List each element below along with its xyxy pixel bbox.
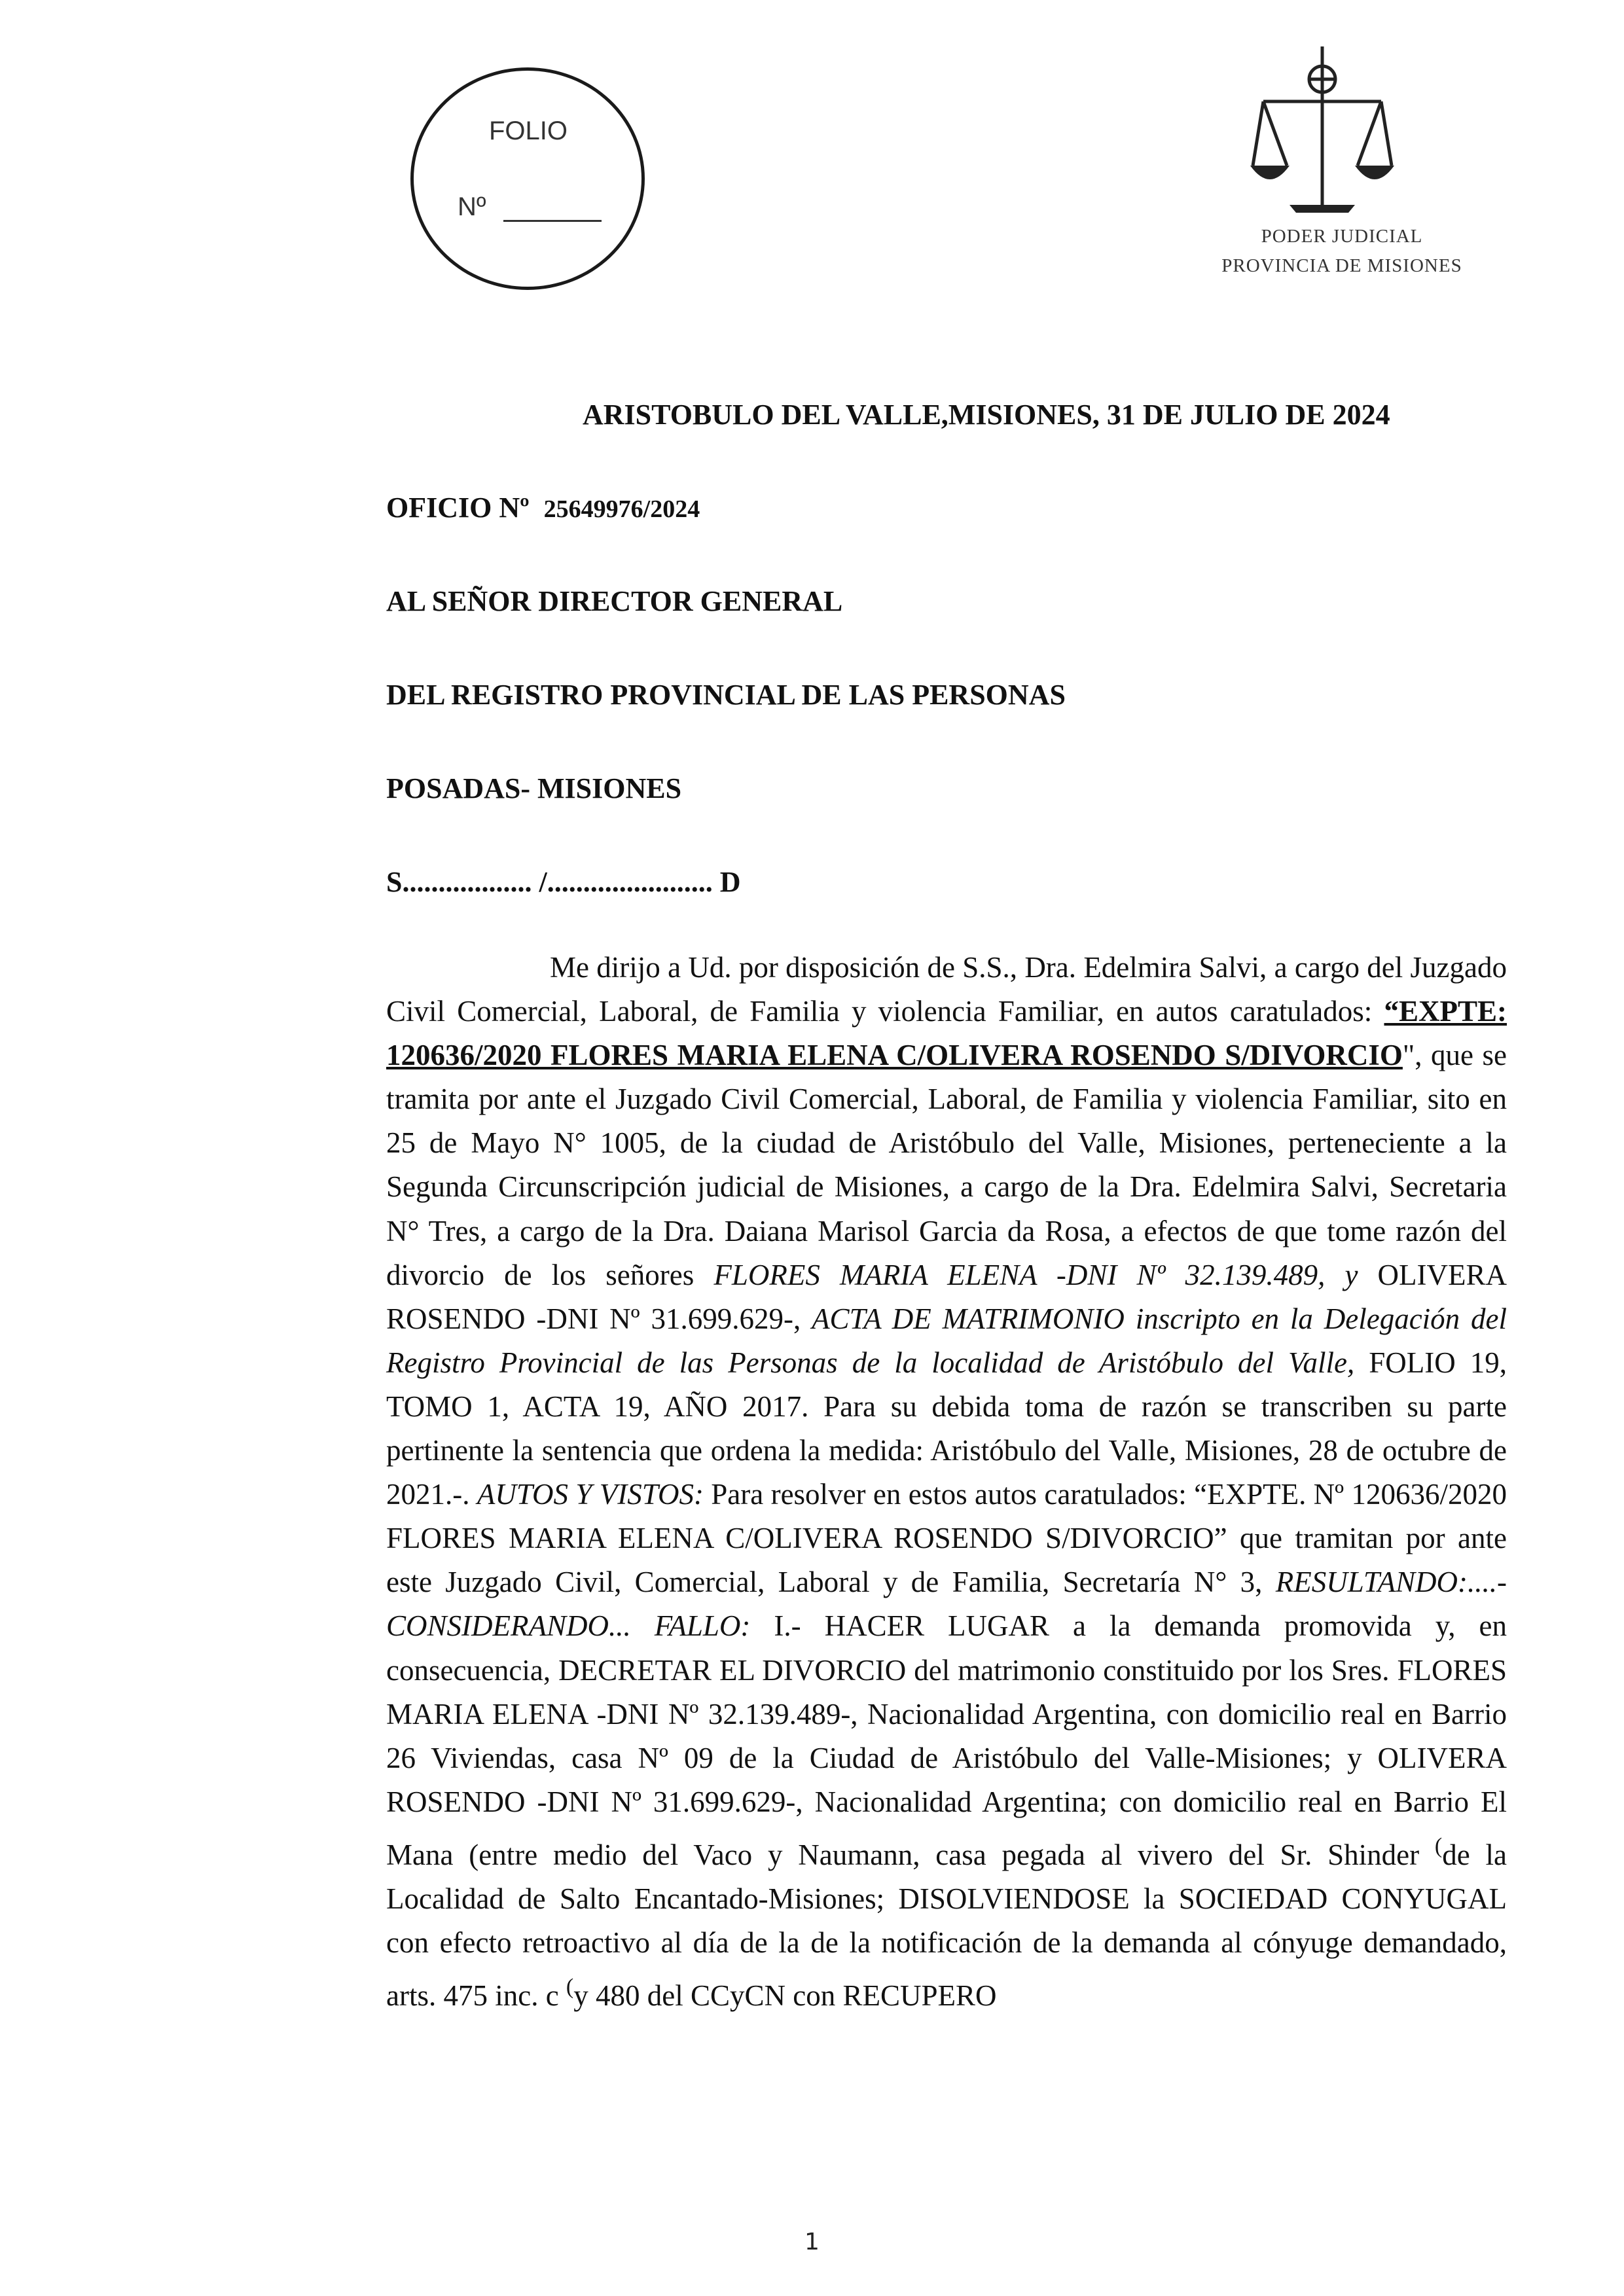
folio-number-line xyxy=(503,220,602,222)
folio-number-label: Nº xyxy=(458,192,486,221)
ruling-text: I.- HACER LUGAR a la demanda promovida y, en consecuencia, DECRETAR EL DIVORCIO del matrimonio constituido por los Sres. FLORES MARIA ELENA -DNI Nº 32.139.489-, Nacionalidad Argentina, con domicilio real en Barrio 26 Viviendas, casa Nº 09 de la Ciudad de Aristóbulo del Valle-Misiones; y OLIVERA ROSENDO -DNI Nº 31.699.629-, Nacionalidad Argentina; con domicilio real en Barrio El Mana (entre medio del Vaco y Naumann, casa pegada al vivero del Sr. Shinder xyxy=(386,1609,1507,1871)
body-court-details: ", que se tramita por ante el Juzgado Civil Comercial, Laboral, de Familia y violencia Familiar, sito en 25 de Mayo N° 1005, de la ciudad de Aristóbulo del Valle, Misiones, perteneciente a la Segunda Circunscripción judicial de Misiones, a cargo de la Dra. Edelmira Salvi, Secretaria N° Tres, a cargo de la Dra. Daiana Marisol Garcia da Rosa, a efectos de que tome razón del divorcio de los señores xyxy=(386,1039,1507,1291)
ruling-text-end: y 480 del CCyCN con RECUPERO xyxy=(573,1979,997,2013)
oficio-number: 25649976/2024 xyxy=(543,495,700,523)
letter-body xyxy=(386,946,1507,2018)
scales-of-justice-icon xyxy=(1250,41,1394,238)
page-number: 1 xyxy=(804,2229,820,2255)
folio-label: FOLIO xyxy=(489,117,568,145)
recipient-line-1: AL SEÑOR DIRECTOR GENERAL xyxy=(386,585,843,617)
emblem-line-2: PROVINCIA DE MISIONES xyxy=(1221,255,1462,276)
case-title: “EXPTE: 120636/2020 FLORES MARIA ELENA C/OLIVERA ROSENDO S/DIVORCIO xyxy=(386,995,1507,1072)
recipient-line-2: DEL REGISTRO PROVINCIAL DE LAS PERSONAS xyxy=(386,679,1066,711)
body-paragraph xyxy=(386,946,1507,2018)
place-and-date: ARISTOBULO DEL VALLE,MISIONES, 31 DE JULIO DE 2024 xyxy=(583,399,1390,431)
emblem-line-1: PODER JUDICIAL xyxy=(1261,226,1423,247)
oficio-line xyxy=(386,491,700,524)
party-2: OLIVERA ROSENDO -DNI Nº 31.699.629-, xyxy=(386,1258,1507,1335)
paren-mark-2: ( xyxy=(566,1975,574,2000)
body-intro: Me dirijo a Ud. por disposición de S.S., Dra. Edelmira Salvi, a cargo del Juzgado Civil Comercial, Laboral, de Familia y violencia Familiar, en autos caratulados: xyxy=(386,951,1507,1028)
salutation: S.................. /....................... D xyxy=(386,866,741,898)
resultando-considerando-fallo: RESULTANDO:....- CONSIDERANDO... FALLO: xyxy=(386,1566,1507,1643)
paren-mark-1: ( xyxy=(1434,1833,1443,1858)
recipient-line-3: POSADAS- MISIONES xyxy=(386,772,682,804)
marriage-record: ACTA DE MATRIMONIO inscripto en la Delegación del Registro Provincial de las Personas de la localidad de Aristóbulo del Valle, xyxy=(386,1302,1507,1379)
folio-stamp xyxy=(410,67,645,290)
party-1: FLORES MARIA ELENA -DNI Nº 32.139.489, y xyxy=(713,1258,1358,1291)
autos-y-vistos: AUTOS Y VISTOS: xyxy=(477,1478,704,1511)
oficio-label: OFICIO Nº xyxy=(386,492,530,524)
record-details: FOLIO 19, TOMO 1, ACTA 19, AÑO 2017. Para su debida toma de razón se transcriben su parte pertinente la sentencia que ordena la medida: Aristóbulo del Valle, Misiones, 28 de octubre de 2021.-. xyxy=(386,1346,1507,1511)
ruling-text-continued: de la Localidad de Salto Encantado-Misiones; DISOLVIENDOSE la SOCIEDAD CONYUGAL con efecto retroactivo al día de la de la notificación de la demanda al cónyuge demandado, arts. 475 inc. c xyxy=(386,1838,1507,2013)
case-reference: Para resolver en estos autos caratulados: “EXPTE. Nº 120636/2020 FLORES MARIA ELENA C/OLIVERA ROSENDO S/DIVORCIO” que tramitan por ante este Juzgado Civil, Comercial, Laboral y de Familia, Secretaría N° 3, xyxy=(386,1478,1507,1599)
